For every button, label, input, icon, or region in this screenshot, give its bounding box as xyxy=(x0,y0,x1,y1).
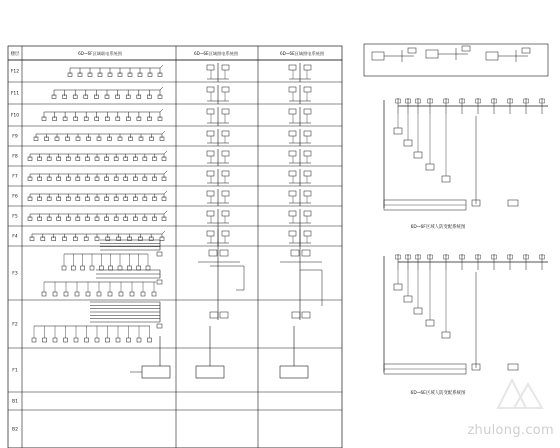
load-symbol xyxy=(116,338,120,342)
load-symbol xyxy=(141,292,145,296)
power-riser-column-a xyxy=(198,63,240,320)
load-symbol xyxy=(97,292,101,296)
distribution-box xyxy=(207,191,214,196)
sub-panel xyxy=(414,308,422,314)
panel-box xyxy=(157,280,162,284)
legend-box xyxy=(364,44,548,76)
distribution-box xyxy=(207,65,214,70)
floor-label: F11 xyxy=(10,91,20,97)
distribution-box xyxy=(304,231,311,236)
upper-distribution-diagram xyxy=(384,98,548,210)
distribution-box xyxy=(289,151,296,156)
lower-floor-circuits xyxy=(32,240,322,378)
legend-symbol xyxy=(522,48,530,53)
feeder-tick xyxy=(164,211,167,214)
feeder-tick xyxy=(164,171,167,174)
load-symbol xyxy=(127,266,131,270)
load-symbol xyxy=(106,338,110,342)
distribution-box xyxy=(207,131,214,136)
distribution-box xyxy=(222,131,229,136)
lower-panel-caption: 6D~6E区域人防变配系统图 xyxy=(410,391,466,396)
distribution-box xyxy=(222,151,229,156)
distribution-box xyxy=(289,191,296,196)
distribution-box xyxy=(291,250,299,256)
distribution-box xyxy=(207,231,214,236)
distribution-box xyxy=(289,231,296,236)
load-symbol xyxy=(64,338,68,342)
distribution-box xyxy=(207,151,214,156)
panel-box xyxy=(157,324,162,328)
sub-panel xyxy=(442,176,450,182)
load-symbol xyxy=(99,266,103,270)
load-symbol xyxy=(42,292,46,296)
load-symbol xyxy=(85,338,89,342)
distribution-box xyxy=(220,250,228,256)
load-symbol xyxy=(146,266,150,270)
load-symbol xyxy=(130,292,134,296)
floor-label: F1 xyxy=(12,368,18,374)
distribution-box xyxy=(222,87,229,92)
floor-label: F5 xyxy=(12,214,18,220)
load-symbol xyxy=(81,266,85,270)
distribution-box xyxy=(207,211,214,216)
sub-panel xyxy=(442,332,450,338)
load-symbol xyxy=(109,266,113,270)
matrix-frame xyxy=(8,46,342,448)
watermark-text: zhulong.com xyxy=(467,423,554,438)
load-symbol xyxy=(95,338,99,342)
legend-symbol xyxy=(462,46,470,51)
floor-label: F4 xyxy=(12,234,18,240)
sub-panel xyxy=(394,128,402,134)
feeder-tick xyxy=(162,231,165,234)
floor-label: F7 xyxy=(12,174,18,180)
distribution-box xyxy=(207,171,214,176)
load-symbol xyxy=(118,266,122,270)
load-symbol xyxy=(62,266,66,270)
riser-matrix xyxy=(8,46,342,448)
load-symbol xyxy=(53,338,57,342)
feeder-tick xyxy=(160,87,163,90)
floor-label: F9 xyxy=(12,134,18,140)
column-title-1: 6D~6F区域联电系统图 xyxy=(78,51,122,56)
sub-panel xyxy=(426,320,434,326)
distribution-box xyxy=(222,65,229,70)
load-symbol xyxy=(119,292,123,296)
matrix-grid xyxy=(8,46,342,448)
distribution-box xyxy=(304,109,311,114)
distribution-box xyxy=(302,312,310,318)
load-symbol xyxy=(137,266,141,270)
sub-panel xyxy=(426,164,434,170)
panel-box xyxy=(157,252,162,256)
column-title-3: 6D~6E区域照电系统图 xyxy=(279,51,325,56)
load-symbol xyxy=(53,292,57,296)
power-riser-column-b xyxy=(280,63,322,320)
distribution-box xyxy=(222,109,229,114)
sub-panel xyxy=(508,200,518,206)
distribution-box xyxy=(207,109,214,114)
feeder-tick xyxy=(164,151,167,154)
load-symbol xyxy=(127,338,131,342)
distribution-box xyxy=(289,211,296,216)
sub-panel xyxy=(414,152,422,158)
legend-symbol xyxy=(486,52,498,60)
distribution-box xyxy=(220,312,228,318)
distribution-box xyxy=(222,231,229,236)
distribution-box xyxy=(289,87,296,92)
load-symbol xyxy=(137,338,141,342)
distribution-box xyxy=(304,171,311,176)
zhulong-logo-icon xyxy=(490,368,548,418)
distribution-box xyxy=(289,109,296,114)
distribution-box xyxy=(304,65,311,70)
feeder-tick xyxy=(162,131,165,134)
load-symbol xyxy=(64,292,68,296)
load-symbol xyxy=(86,292,90,296)
distribution-box xyxy=(289,65,296,70)
floor-label: F3 xyxy=(12,271,18,277)
column-titles xyxy=(78,50,324,57)
lighting-riser-column xyxy=(28,65,167,241)
load-symbol xyxy=(152,292,156,296)
feeder-tick xyxy=(160,65,163,68)
legend-symbol xyxy=(408,48,416,53)
sub-panel xyxy=(404,140,412,146)
feeder-line xyxy=(300,270,322,306)
distribution-box xyxy=(304,131,311,136)
distribution-box xyxy=(304,151,311,156)
distribution-box xyxy=(222,171,229,176)
distribution-box xyxy=(304,211,311,216)
legend-symbol xyxy=(372,52,384,60)
floor-label: F6 xyxy=(12,194,18,200)
lower-distribution-diagram xyxy=(384,254,548,374)
distribution-box xyxy=(222,191,229,196)
feeder-tick xyxy=(164,191,167,194)
feeder-line xyxy=(210,266,244,290)
sub-panel xyxy=(394,284,402,290)
load-symbol xyxy=(108,292,112,296)
floor-label: F8 xyxy=(12,154,18,160)
matrix-head-cell: 楼层 xyxy=(10,52,20,57)
legend-symbol xyxy=(426,50,438,58)
sub-panel xyxy=(404,296,412,302)
floor-label: B1 xyxy=(12,399,18,405)
switchboard xyxy=(142,366,170,378)
switchboard xyxy=(280,366,308,378)
floor-label: F12 xyxy=(10,69,20,75)
distribution-box xyxy=(207,87,214,92)
distribution-box xyxy=(304,191,311,196)
switchboard xyxy=(196,366,224,378)
load-symbol xyxy=(32,338,36,342)
distribution-box xyxy=(292,312,300,318)
distribution-box xyxy=(209,250,217,256)
floor-label: F10 xyxy=(10,113,20,119)
distribution-box xyxy=(289,171,296,176)
load-symbol xyxy=(90,266,94,270)
column-title-2: 6D~6E区域照电系统图 xyxy=(193,51,239,56)
feeder-tick xyxy=(160,109,163,112)
load-symbol xyxy=(43,338,47,342)
load-symbol xyxy=(75,292,79,296)
distribution-box xyxy=(222,211,229,216)
upper-panel-caption: 6D~6F区域人防变配系统图 xyxy=(410,225,466,230)
load-symbol xyxy=(71,266,75,270)
distribution-box xyxy=(210,312,218,318)
distribution-box xyxy=(289,131,296,136)
load-symbol xyxy=(148,338,152,342)
load-symbol xyxy=(74,338,78,342)
floor-label: B2 xyxy=(12,427,18,433)
distribution-box xyxy=(302,250,310,256)
floor-label: F2 xyxy=(12,322,18,328)
floor-labels xyxy=(11,50,20,433)
distribution-box xyxy=(304,87,311,92)
